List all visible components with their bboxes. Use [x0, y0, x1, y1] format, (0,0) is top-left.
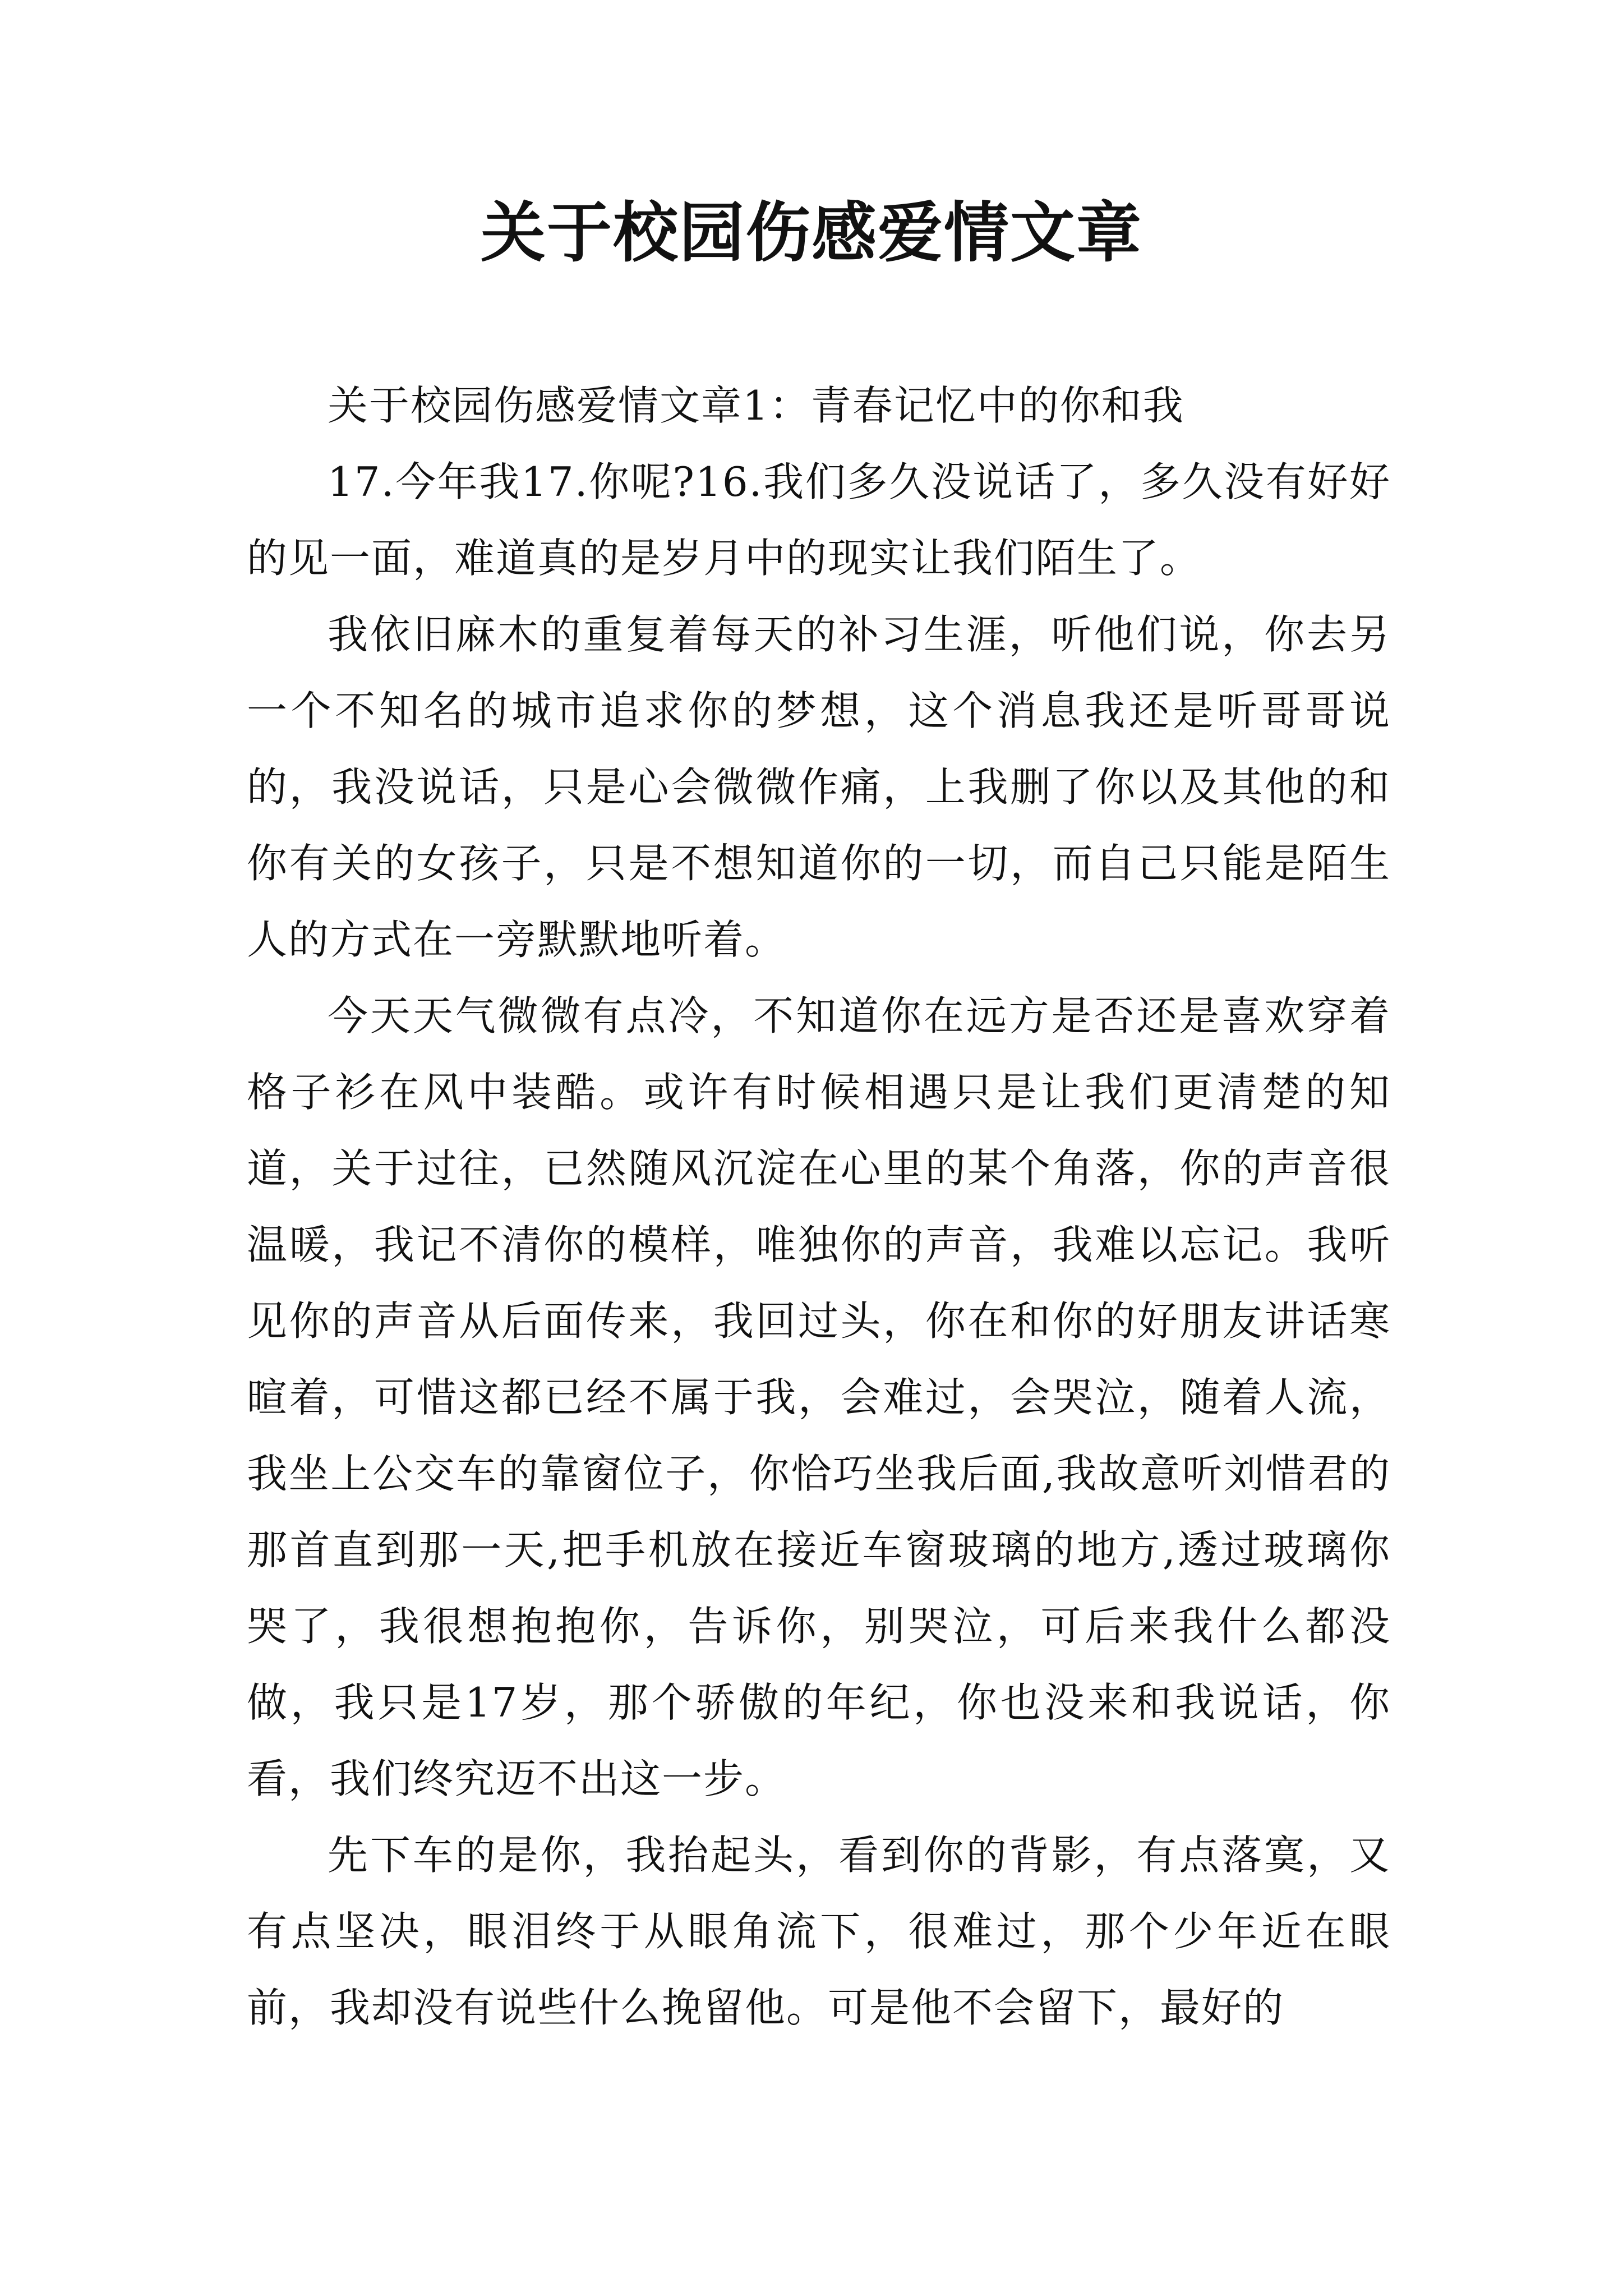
document-title: 关于校园伤感爱情文章: [481, 195, 1142, 271]
paragraph-3: 今天天气微微有点冷，不知道你在远方是否还是喜欢穿着格子衫在风中装酷。或许有时候相遇只是让我们更清楚的知道，关于过往，已然随风沉淀在心里的某个角落，你的声音很温暖，我记不清你的模样，唯独你的声音，我难以忘记。我听见你的声音从后面传来，我回过头，你在和你的好朋友讲话寒暄着，可惜这都已经不属于我，会难过，会哭泣，随着人流，我坐上公交车的靠窗位子，你恰巧坐我后面,我故意听刘惜君的那首直到那一天,把手机放在接近车窗玻璃的地方,透过玻璃你哭了，我很想抱抱你，告诉你，别哭泣，可后来我什么都没做，我只是17岁，那个骄傲的年纪，你也没来和我说话，你看，我们终究迈不出这一步。: [247, 992, 1391, 1802]
paragraph-4: 先下车的是你，我抬起头，看到你的背影，有点落寞，又有点坚决，眼泪终于从眼角流下，很难过，那个少年近在眼前，我却没有说些什么挽留他。可是他不会留下，最好的: [247, 1832, 1391, 2031]
paragraph-2: 我依旧麻木的重复着每天的补习生涯，听他们说，你去另一个不知名的城市追求你的梦想，这个消息我还是听哥哥说的，我没说话，只是心会微微作痛，上我删了你以及其他的和你有关的女孩子，只是不想知道你的一切，而自己只能是陌生人的方式在一旁默默地听着。: [247, 611, 1391, 963]
article-subtitle: 关于校园伤感爱情文章1：青春记忆中的你和我: [328, 382, 1184, 429]
paragraph-1: 17.今年我17.你呢?16.我们多久没说话了，多久没有好好的见一面，难道真的是岁月中的现实让我们陌生了。: [247, 458, 1391, 582]
document-body: [247, 367, 1391, 2046]
